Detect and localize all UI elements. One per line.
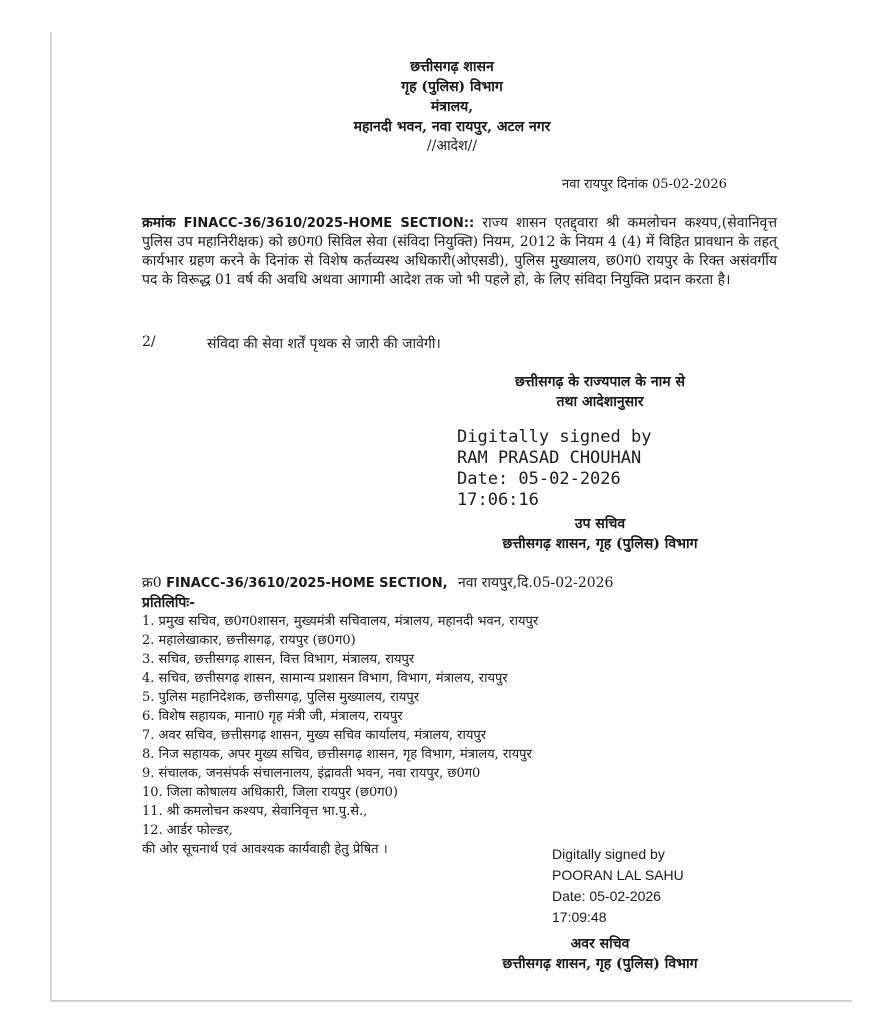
order-prefix: क्रमांक <box>142 215 176 231</box>
signature1-designation: उप सचिव <box>574 516 626 532</box>
order-paragraph <box>142 214 777 290</box>
list-item: 7. अवर सचिव, छत्तीसगढ़ शासन, मुख्य सचिव कार्यालय, मंत्रालय, रायपुर <box>142 728 487 743</box>
signature1-signer: RAM PRASAD CHOUHAN <box>457 448 642 468</box>
header-ministry: मंत्रालय, <box>430 99 474 115</box>
copy-header-line <box>142 573 613 592</box>
governor-line2: तथा आदेशानुसार <box>556 394 644 410</box>
list-item: 5. पुलिस महानिदेशक, छत्तीसगढ़, पुलिस मुख्यालय, रायपुर <box>142 690 420 705</box>
list-item: 9. संचालक, जनसंपर्क संचालनालय, इंद्रावती भवन, नवा रायपुर, छ0ग0 <box>142 766 481 781</box>
signature2-line1: Digitally signed by <box>552 846 665 862</box>
point2-number: 2/ <box>142 334 156 350</box>
list-item: 2. महालेखाकार, छत्तीसगढ़, रायपुर (छ0ग0) <box>142 633 356 648</box>
point2-text: संविदा की सेवा शर्तें पृथक से जारी की जावेगी। <box>207 336 441 352</box>
list-item: 1. प्रमुख सचिव, छ0ग0शासन, मुख्यमंत्री सचिवालय, मंत्रालय, महानदी भवन, रायपुर <box>142 614 539 629</box>
order-date: नवा रायपुर दिनांक 05-02-2026 <box>562 177 727 192</box>
list-item: 4. सचिव, छत्तीसगढ़ शासन, सामान्य प्रशासन विभाग, विभाग, मंत्रालय, रायपुर <box>142 671 508 686</box>
order-reference: FINACC-36/3610/2025-HOME SECTION:: <box>183 216 475 231</box>
list-item: 11. श्री कमलोचन कश्यप, सेवानिवृत्त भा.पु.से., <box>142 804 368 819</box>
copy-date: नवा रायपुर,दि.05-02-2026 <box>458 575 614 591</box>
copy-closing-line: की ओर सूचनार्थ एवं आवश्यक कार्यवाही हेतु प्रेषित । <box>142 842 388 857</box>
header-department: गृह (पुलिस) विभाग <box>401 79 503 95</box>
copy-recipient-list <box>142 612 702 859</box>
list-item: 12. आर्डर फोल्डर, <box>142 823 233 838</box>
header-order-title: //आदेश// <box>426 138 478 154</box>
order-body: राज्य शासन एतद्द्वारा श्री कमलोचन कश्यप,(सेवानिवृत्त पुलिस उप महानिरीक्षक) को छ0ग0 सिविल सेवा (संविदा नियुक्ति) नियम, 2012 के नियम 4 (4) में विहित प्रावधान के तहत् कार्यभार ग्रहण करने के दिनांक से विशेष कर्तव्यस्थ अधिकारी(ओएसडी), पुलिस मुख्यालय, छ0ग0 रायपुर के रिक्त असंवर्गीय पद के विरूद्ध 01 वर्ष की अवधि अथवा आगामी आदेश तक जो भी पहले हो, के लिए संविदा नियुक्ति प्रदान करता है। <box>142 215 778 288</box>
list-item: 3. सचिव, छत्तीसगढ़ शासन, वित्त विभाग, मंत्रालय, रायपुर <box>142 652 415 667</box>
governor-line1: छत्तीसगढ़ के राज्यपाल के नाम से <box>515 374 685 390</box>
copy-heading: प्रतिलिपिः- <box>142 595 195 611</box>
signature1-line1: Digitally signed by <box>457 427 652 447</box>
copy-prefix: क्र0 <box>142 575 162 591</box>
document-page <box>50 32 852 1002</box>
signature1-department: छत्तीसगढ़ शासन, गृह (पुलिस) विभाग <box>502 536 698 552</box>
signature2-time: 17:09:48 <box>552 909 607 925</box>
signature2-date: Date: 05-02-2026 <box>552 888 661 904</box>
list-item: 6. विशेष सहायक, माना0 गृह मंत्री जी, मंत्रालय, रायपुर <box>142 709 403 724</box>
copy-reference: FINACC-36/3610/2025-HOME SECTION, <box>166 576 448 591</box>
header-address: महानदी भवन, नवा रायपुर, अटल नगर <box>353 119 551 135</box>
list-item: 8. निज सहायक, अपर मुख्य सचिव, छत्तीसगढ़ शासन, गृह विभाग, मंत्रालय, रायपुर <box>142 747 532 762</box>
signature1-time: 17:06:16 <box>457 490 539 510</box>
list-item: 10. जिला कोषालय अधिकारी, जिला रायपुर (छ0ग0) <box>142 785 398 800</box>
header-government: छत्तीसगढ़ शासन <box>410 59 494 75</box>
signature2-department: छत्तीसगढ़ शासन, गृह (पुलिस) विभाग <box>502 956 698 972</box>
signature2-designation: अवर सचिव <box>570 936 630 952</box>
signature1-date: Date: 05-02-2026 <box>457 469 621 489</box>
signature2-signer: POORAN LAL SAHU <box>552 867 684 883</box>
